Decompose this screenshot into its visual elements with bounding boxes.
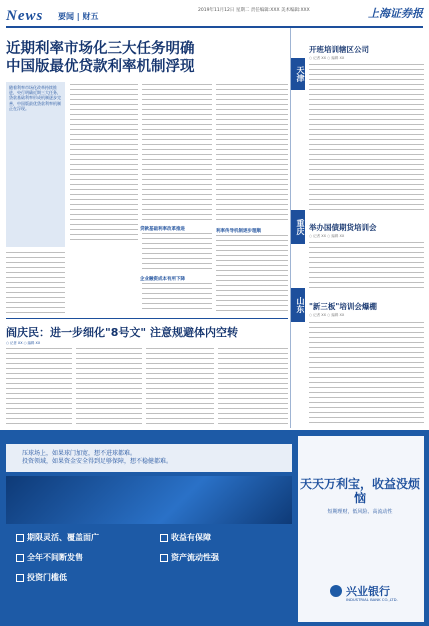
bank-name: 兴业银行 <box>346 585 390 598</box>
column-head-2: 企业融资成本有所下降 <box>140 277 185 282</box>
region-tab-shandong: 山东 <box>291 288 305 322</box>
article-body-col3b <box>216 235 288 311</box>
article-body-col1 <box>70 84 138 242</box>
second-body-col4 <box>218 348 288 426</box>
left-brief-body <box>6 252 65 314</box>
masthead-rule <box>6 26 423 28</box>
ad-bullet-label: 收益有保障 <box>171 533 211 542</box>
ad-product-title: 天天万利宝，收益没烦恼 <box>300 477 421 505</box>
ad-slogan-line-1: 压球场上，如果球门加宽，想不进球都难。 <box>22 450 137 457</box>
bank-logo-icon <box>330 585 342 597</box>
ad-slogan-line-2: 投资领域，如果资金安全得到足够保障，想不稳健都难。 <box>22 457 173 465</box>
ad-bullet-1 <box>16 532 99 543</box>
second-body-col1 <box>6 348 72 426</box>
second-body-col2 <box>76 348 142 426</box>
ad-bullet-label: 期限灵活、覆盖面广 <box>27 533 99 542</box>
checkbox-icon <box>16 554 24 562</box>
ad-photo <box>6 476 292 524</box>
checkbox-icon <box>160 534 168 542</box>
divider <box>6 318 288 319</box>
article-body-col3 <box>216 84 288 224</box>
second-headline: 阎庆民：进一步细化"8号文" 注意规避体内空转 <box>6 326 238 339</box>
article-body-col2c <box>142 283 212 313</box>
ad-bullet-3 <box>160 532 211 543</box>
region-tab-chongqing: 重庆 <box>291 210 305 244</box>
masthead <box>0 0 429 38</box>
right-body-1 <box>309 64 424 214</box>
news-wordmark: News <box>6 8 44 24</box>
lead-summary-box <box>6 82 65 247</box>
checkbox-icon <box>16 574 24 582</box>
ad-bullet-5 <box>16 572 67 583</box>
right-meta-3: ○ 记者 XX ○ 编辑 XX <box>309 313 345 317</box>
right-meta-2: ○ 记者 XX ○ 编辑 XX <box>309 234 345 238</box>
ad-slogan <box>22 450 172 465</box>
ad-product-subtitle: 短期理财，低风险、高流动性 <box>327 509 393 515</box>
article-body-col2 <box>142 84 212 222</box>
second-byline: ○ 记者 XX ○ 编辑 XX <box>6 341 41 345</box>
second-body-col3 <box>146 348 214 426</box>
right-headline-2: 举办国债期货培训会 <box>309 223 377 232</box>
checkbox-icon <box>16 534 24 542</box>
right-headline-3: "新三板"培训会爆棚 <box>309 302 377 311</box>
column-head-1: 贷款基础利率改革推进 <box>140 227 185 232</box>
ad-bullet-2 <box>16 552 83 563</box>
paper-name: 上海证券报 <box>368 7 423 20</box>
right-body-3 <box>309 322 424 426</box>
article-body-col2b <box>142 233 212 271</box>
right-body-2 <box>309 242 424 290</box>
checkbox-icon <box>160 554 168 562</box>
right-headline-1: 开班培训辖区公司 <box>309 45 369 54</box>
ad-bullet-label: 投资门槛低 <box>27 573 67 582</box>
region-tab-tianjin: 天津 <box>291 58 305 90</box>
ad-bullet-4 <box>160 552 219 563</box>
lead-headline: 近期利率市场化三大任务明确 中国版最优贷款利率机制浮现 <box>6 41 195 75</box>
section-label: 要闻 | 财五 <box>58 12 99 21</box>
date-line: 2019年11月12日 星期二 责任编辑:XXX 美术编辑:XXX <box>198 8 310 13</box>
bank-name-english: INDUSTRIAL BANK CO.,LTD. <box>346 597 398 602</box>
ad-bullet-label: 资产流动性强 <box>171 553 219 562</box>
column-head-3: 利率传导机制逐步理顺 <box>216 229 261 234</box>
ad-bullet-label: 全年不间断发售 <box>27 553 83 562</box>
lead-summary-text: 随着利率市场化改革持续推进，央行明确近期三大任务，贷款基础利率形成机制逐步完善，中国版最优贷款利率机制正在浮现。 <box>9 85 61 111</box>
right-meta-1: ○ 记者 XX ○ 编辑 XX <box>309 56 345 60</box>
